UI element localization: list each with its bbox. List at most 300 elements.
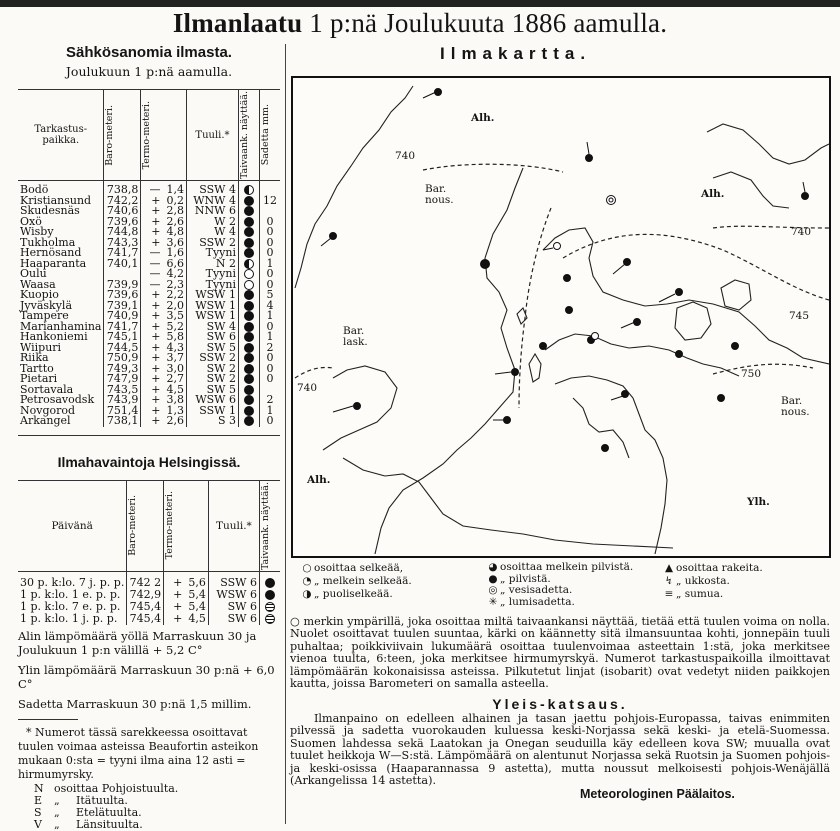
cell-baro: 750,9 [104, 353, 141, 364]
telegram-title: Sähkösanomia ilmasta. [66, 44, 232, 61]
left-column [18, 44, 280, 831]
cell-place: Kuopio [18, 290, 104, 301]
hel-cell-sky [259, 613, 280, 625]
temp-value: 5,6 [188, 575, 206, 589]
direction-key: S [34, 805, 42, 819]
cell-wind: WNW 4 [186, 196, 238, 207]
cell-baro: 740,6 [104, 206, 141, 217]
cell-sky [238, 406, 259, 417]
cell-place: Tartto [18, 364, 104, 375]
helsinki-note-min: Alin lämpömäärä yöllä Marraskuun 30 ja Joulukuun 1 p:n välillä + 5,2 C° [18, 628, 257, 657]
temp-value: 3,6 [166, 235, 184, 249]
temp-value: 2,2 [166, 288, 184, 302]
col-temp: Termo-meteri. [141, 100, 153, 170]
cell-sky [238, 353, 259, 364]
cell-baro: 739,6 [104, 217, 141, 228]
hail-icon: ▲ [664, 562, 674, 574]
temp-sign: — [149, 246, 161, 260]
cell-sky [238, 364, 259, 375]
cell-rain: 0 [266, 246, 274, 260]
temp-value: 5,4 [188, 599, 206, 613]
cell-sky [238, 280, 259, 291]
cell-place: Kristiansund [18, 196, 104, 207]
hel-cell-day: 1 p. k:lo. 1 j. p. p. [18, 613, 127, 625]
isobar-label-740-a: 740 [395, 150, 416, 162]
clear-sky-icon: ○ [302, 562, 312, 574]
temp-sign: — [149, 256, 161, 270]
temp-sign: + [151, 372, 161, 386]
cell-place: Tampere [18, 311, 104, 322]
cell-wind: SW 5 [186, 343, 238, 354]
cell-place: Sortavala [18, 385, 104, 396]
cell-wind: WSW 1 [186, 311, 238, 322]
temp-value: 6,6 [166, 256, 184, 270]
hel-cell-day: 1 p. k:lo. 7 e. p. p. [18, 601, 127, 613]
page-title: Ilmanlaatu 1 p:nä Joulukuuta 1886 aamulla. [172, 8, 668, 38]
cell-sky [238, 248, 259, 259]
overview-title: Yleis-katsaus. [492, 696, 628, 712]
cell-wind: SW 2 [186, 374, 238, 385]
hel-col-day: Päivänä [18, 480, 127, 571]
temp-value: 4,3 [166, 340, 184, 354]
cell-rain: 5 [266, 288, 274, 302]
cell-rain: 12 [262, 193, 277, 207]
overcast-sky-icon [244, 395, 254, 405]
fog-icon: ≡ [664, 588, 674, 600]
cell-place: Petrosavodsk [18, 395, 104, 406]
cell-wind: WSW 1 [186, 290, 238, 301]
ditto-mark: „ [54, 793, 60, 807]
ditto-mark: „ [54, 805, 60, 819]
cell-wind: SW 5 [186, 385, 238, 396]
direction-item [18, 819, 280, 831]
cell-wind: SSW 4 [186, 181, 238, 196]
cell-baro: 739,6 [104, 290, 141, 301]
column-divider [285, 44, 286, 824]
cell-sky [238, 311, 259, 322]
cell-wind: SW 4 [186, 322, 238, 333]
col-place: Tarkastus-paikka. [18, 90, 104, 181]
cell-rain: 0 [266, 267, 274, 281]
cell-baro: 747,9 [104, 374, 141, 385]
cell-place: Jyväskylä [18, 301, 104, 312]
temp-sign: + [173, 599, 183, 613]
cell-baro: 751,4 [104, 406, 141, 417]
cell-rain: 2 [266, 340, 274, 354]
cell-wind: SW 6 [186, 332, 238, 343]
temp-sign: + [151, 193, 161, 207]
observations-table [18, 89, 280, 427]
col-rain: Sadetta mm. [259, 104, 271, 166]
overcast-sky-icon [244, 217, 254, 227]
temp-sign: + [151, 225, 161, 239]
overcast-sky-icon [244, 416, 254, 426]
table-row [18, 571, 280, 589]
cell-rain: 0 [266, 235, 274, 249]
cell-baro: 743,9 [104, 395, 141, 406]
cell-wind: WSW 6 [186, 395, 238, 406]
cell-rain: 4 [266, 298, 274, 312]
cell-baro: 738,1 [104, 416, 141, 427]
overcast-sky-icon [244, 227, 254, 237]
cell-place: Novgorod [18, 406, 104, 417]
cell-baro: 740,1 [104, 259, 141, 270]
overcast-sky-icon [244, 238, 254, 248]
direction-value: osoittaa Pohjoistuulta. [54, 781, 179, 795]
table-row [18, 364, 280, 375]
map-label-ylh: Ylh. [747, 496, 770, 508]
hel-cell-day: 30 p. k:lo. 7 j. p. p. [18, 571, 127, 589]
map-title: Ilmakartta. [440, 44, 592, 63]
cell-place: Oulu [18, 269, 104, 280]
temp-value: 5,2 [166, 319, 184, 333]
cell-wind: W 2 [186, 217, 238, 228]
cell-baro: 749,3 [104, 364, 141, 375]
cell-rain: 1 [266, 330, 274, 344]
cloudy-sky-icon [244, 185, 254, 195]
isobar-label-740-b: 740 [791, 226, 812, 238]
cell-baro: 741,7 [104, 248, 141, 259]
map-label-alh-nw: Alh. [471, 112, 495, 124]
legend-partly-cloudy: „ puoliselkeää. [314, 588, 393, 600]
temp-sign: + [151, 403, 161, 417]
hel-cell-temp [164, 571, 209, 589]
overview-text: Ilmanpaino on edelleen alhainen ja tasan jaettu pohjois-Europassa, taivas enimmiten pilvessä ja sadetta vuorokauden kuluessa keski-Norjassa sekä keski- ja etelä-Suomessa. Suomen lahdessa sekä Laatokan ja Onegan seuduilla käy edelleen kova SW; muualla ovat tuulet heikkoja W—S:stä. Lämpömäärä on alentunut Norjassa sekä Ruotsin ja Suomen pohjois- ja keski-osissa (Haaparannassa 9 astetta), mutta noussut melkoisesti pohjois-Wenäjällä (Arkangelissa 14 astetta). [290, 712, 830, 788]
temp-value: 2,6 [166, 214, 184, 228]
telegram-subtitle: Joulukuun 1 p:nä aamulla. [65, 64, 233, 79]
direction-key: V [34, 817, 42, 831]
beaufort-footnote: * Numerot tässä sarekkeessa osoittavat tuulen voimaa asteissa Beaufortin asteikon mukaan 0:sta = tyyni ilma aina 12 asti = hirmumyrsky. [18, 725, 259, 781]
thunder-icon: ↯ [664, 575, 674, 587]
temp-sign: + [173, 587, 183, 601]
table-row [18, 353, 280, 364]
temp-sign: + [151, 214, 161, 228]
overcast-sky-icon [244, 406, 254, 416]
cell-sky [238, 290, 259, 301]
temp-value: 4,5 [188, 611, 206, 625]
cell-baro: 744,8 [104, 227, 141, 238]
cloudy-sky-icon [244, 259, 254, 269]
station-markers [330, 89, 812, 452]
cell-rain: 0 [266, 225, 274, 239]
cell-baro: 742,2 [104, 196, 141, 207]
cell-sky [238, 301, 259, 312]
overcast-sky-icon [244, 364, 254, 374]
hel-cell-sky [259, 589, 280, 601]
overcast-sky-icon [244, 290, 254, 300]
cell-place: Wiipuri [18, 343, 104, 354]
temp-sign: + [151, 298, 161, 312]
cell-wind: SSW 2 [186, 238, 238, 249]
cell-sky [238, 395, 259, 406]
map-explanation: ○ merkin ympärillä, joka osoittaa miltä taivaankansi näyttää, tietää että tuulen voima on nolla. Nuolet osoittavat tuulen suuntaa, kärki on käännetty sitä ilmansuuntaa kohti, jonnepäin tuuli puhaltaa; poikkiviivain lukumäärä osoittaa tuulenvoimaa asteettain 1:stä, joka merkitsee vienoa tuulta, 6:teen, joka merkitsee hirmumyrskyä. Numerot tarkastuspaikoilla ilmoittavat lämpömäärän kokonaisissa asteissa. Pilkutetut linjat (isobarit) ovat vedetyt niiden paikkojen kautta, joissa Barometeri on samalla asteella. [290, 615, 830, 691]
temp-sign: + [151, 319, 161, 333]
temp-value: 4,2 [166, 267, 184, 281]
temp-value: 1,4 [166, 183, 184, 197]
cell-sky [238, 227, 259, 238]
legend-rain: „ vesisadetta. [500, 584, 573, 596]
temp-sign: + [173, 575, 183, 589]
overcast-sky-icon [244, 322, 254, 332]
legend-mostly-cloudy: osoittaa melkein pilvistä. [500, 561, 634, 573]
helsinki-note-max: Ylin lämpömäärä Marraskuun 30 p:nä + 6,0 C° [18, 662, 275, 691]
temp-sign: + [151, 204, 161, 218]
temp-sign: — [149, 267, 161, 281]
cell-wind: S 3 [186, 416, 238, 427]
overcast-icon: ● [488, 572, 498, 585]
overcast-sky-icon [244, 374, 254, 384]
hel-cell-day: 1 p. k:lo. 1 e. p. p. [18, 589, 127, 601]
top-border [0, 0, 840, 7]
wind-direction-list [18, 783, 280, 831]
signature: Meteorologinen Päälaitos. [580, 787, 735, 801]
temp-sign: + [151, 288, 161, 302]
temp-value: 4,5 [166, 382, 184, 396]
temp-value: 4,8 [166, 225, 184, 239]
hel-cell-baro: 745,4 [127, 601, 164, 613]
rain-icon: ◎ [488, 584, 498, 596]
temp-value: 2,3 [166, 277, 184, 291]
overcast-sky-icon [244, 196, 254, 206]
cell-rain: 2 [266, 393, 274, 407]
cell-rain: 0 [266, 351, 274, 365]
table-row [18, 589, 280, 601]
overcast-sky-icon [265, 590, 275, 600]
cell-place: Riika [18, 353, 104, 364]
cell-sky [238, 332, 259, 343]
cell-place: Waasa [18, 280, 104, 291]
temp-value: 5,8 [166, 330, 184, 344]
fog-sky-icon [265, 602, 275, 612]
coastlines [295, 86, 829, 554]
cell-sky [238, 206, 259, 217]
direction-value: Länsituulta. [76, 817, 143, 831]
cell-rain: 0 [266, 372, 274, 386]
hel-cell-wind: SW 6 [208, 613, 259, 625]
temp-sign: + [151, 330, 161, 344]
cell-sky [238, 181, 259, 196]
temp-value: 3,5 [166, 309, 184, 323]
hel-cell-wind: SW 6 [208, 601, 259, 613]
temp-value: 0,2 [166, 193, 184, 207]
legend-fog: „ sumua. [676, 588, 724, 600]
mostly-clear-icon: ◔ [302, 575, 312, 587]
cell-wind: SSW 2 [186, 353, 238, 364]
cell-place: Arkangel [18, 416, 104, 427]
cell-place: Tukholma [18, 238, 104, 249]
cell-place: Haaparanta [18, 259, 104, 270]
cell-rain: 1 [266, 403, 274, 417]
cell-rain: 1 [266, 256, 274, 270]
temp-value: 3,8 [166, 393, 184, 407]
cell-rain: 0 [266, 361, 274, 375]
cell-sky [238, 269, 259, 280]
temp-sign: + [151, 393, 161, 407]
cell-wind: SSW 1 [186, 406, 238, 417]
col-wind: Tuuli.* [186, 90, 238, 181]
legend-thunder: „ ukkosta. [676, 575, 730, 587]
legend-clear: osoittaa selkeää, [314, 562, 404, 574]
overcast-sky-icon [244, 353, 254, 363]
hel-col-baro: Baro-meteri. [127, 495, 139, 556]
clear-sky-icon [244, 280, 254, 290]
overcast-sky-icon [244, 206, 254, 216]
helsinki-note-rain: Sadetta Marraskuun 30 p:nä 1,5 millim. [18, 696, 252, 711]
helsinki-body [18, 571, 280, 625]
direction-value: Itätuulta. [76, 793, 128, 807]
cell-rain: 0 [266, 214, 274, 228]
cell-sky [238, 196, 259, 207]
cell-wind: Tyyni [186, 280, 238, 291]
temp-sign: + [151, 340, 161, 354]
col-baro: Baro-meteri. [104, 104, 116, 166]
table-row [18, 601, 280, 613]
map-label-bar-lask: Bar. lask. [343, 325, 368, 348]
partly-cloudy-icon: ◑ [302, 588, 312, 600]
temp-value: 1,6 [166, 246, 184, 260]
cell-sky [238, 259, 259, 270]
temp-sign: + [151, 351, 161, 365]
hel-col-temp: Termo-meteri. [164, 491, 176, 560]
col-sky: Taivaank. näyttää. [238, 91, 250, 180]
hel-cell-baro: 745,4 [127, 613, 164, 625]
overcast-sky-icon [244, 385, 254, 395]
hel-col-wind: Tuuli.* [208, 480, 259, 571]
temp-value: 5,4 [188, 587, 206, 601]
cell-place: Hankoniemi [18, 332, 104, 343]
cell-sky [238, 217, 259, 228]
temp-sign: + [151, 382, 161, 396]
direction-value: Etelätuulta. [76, 805, 142, 819]
cell-baro: 738,8 [104, 181, 141, 196]
temp-sign: + [151, 309, 161, 323]
cell-place: Pietari [18, 374, 104, 385]
fog-sky-icon [265, 614, 275, 624]
legend-mostly-clear: „ melkein selkeää. [314, 575, 412, 587]
cell-sky [238, 238, 259, 249]
temp-value: 2,0 [166, 298, 184, 312]
wind-arrows [321, 92, 805, 420]
cell-sky [238, 385, 259, 396]
cell-sky [238, 374, 259, 385]
cell-wind: N 2 [186, 259, 238, 270]
overcast-sky-icon [244, 248, 254, 258]
overcast-sky-icon [244, 311, 254, 321]
cell-wind: Tyyni [186, 248, 238, 259]
legend-hail: osoittaa rakeita. [676, 562, 763, 574]
hel-col-sky: Taivaank. näyttää. [259, 481, 271, 570]
temp-sign: + [173, 611, 183, 625]
temp-sign: — [149, 183, 161, 197]
table-row [18, 217, 280, 228]
cell-place: Wisby [18, 227, 104, 238]
map-label-bar-nous-c: Bar. nous. [425, 183, 454, 206]
hel-cell-baro: 742,9 [127, 589, 164, 601]
weather-map [291, 76, 831, 558]
table-row [18, 343, 280, 354]
hel-cell-temp [164, 613, 209, 625]
cell-wind: WSW 1 [186, 301, 238, 312]
hel-cell-baro: 742 2 [127, 571, 164, 589]
cell-wind: SW 2 [186, 364, 238, 375]
cell-baro: 739,9 [104, 280, 141, 291]
cell-temp [141, 416, 187, 427]
cell-sky [238, 322, 259, 333]
cell-baro: 739,1 [104, 301, 141, 312]
hel-cell-sky [259, 571, 280, 589]
direction-item [18, 807, 280, 819]
temp-value: 2,7 [166, 372, 184, 386]
cell-baro: 743,5 [104, 385, 141, 396]
table-row [18, 613, 280, 625]
temp-sign: + [151, 414, 161, 428]
cell-wind: Tyyni [186, 269, 238, 280]
snow-icon: ✳ [488, 595, 498, 608]
cell-wind: W 4 [186, 227, 238, 238]
helsinki-table [18, 480, 280, 625]
hel-cell-wind: SSW 6 [208, 571, 259, 589]
direction-key: E [34, 793, 43, 807]
cell-sky [238, 416, 259, 427]
legend-overcast: „ pilvistä. [500, 572, 551, 585]
helsinki-title: Ilmahavaintoja Helsingissä. [57, 453, 241, 470]
isobar-label-745: 745 [789, 310, 810, 322]
direction-item [18, 795, 280, 807]
cell-place: Hernösand [18, 248, 104, 259]
cell-sky [238, 343, 259, 354]
direction-key: N [34, 781, 44, 795]
direction-item [18, 783, 280, 795]
temp-value: 3,0 [166, 361, 184, 375]
ditto-mark: „ [54, 817, 60, 831]
isobar-label-740-c: 740 [297, 382, 318, 394]
hel-cell-wind: WSW 6 [208, 589, 259, 601]
temp-value: 2,6 [166, 414, 184, 428]
overcast-sky-icon [244, 343, 254, 353]
temp-value: 1,3 [166, 403, 184, 417]
temp-sign: + [151, 361, 161, 375]
table-row [18, 206, 280, 217]
map-label-bar-nous-se: Bar. nous. [781, 395, 810, 418]
cell-rain: 0 [266, 277, 274, 291]
isobar-label-750: 750 [741, 368, 762, 380]
temp-value: 2,8 [166, 204, 184, 218]
map-label-alh-sw: Alh. [307, 474, 331, 486]
temp-value: 3,7 [166, 351, 184, 365]
cell-place: Bodö [18, 181, 104, 196]
cell-place: Oxö [18, 217, 104, 228]
cell-place: Marianhamina [18, 322, 104, 333]
hel-cell-sky [259, 601, 280, 613]
cell-baro: 743,3 [104, 238, 141, 249]
mostly-cloudy-icon: ◕ [488, 561, 498, 573]
observations-body [18, 181, 280, 427]
temp-sign: — [149, 277, 161, 291]
legend-snow: „ lumisadetta. [500, 595, 575, 608]
cell-place: Skudesnäs [18, 206, 104, 217]
cell-rain: 1 [266, 309, 274, 323]
map-drawing [293, 78, 829, 556]
cell-rain: 0 [266, 319, 274, 333]
cell-rain: 0 [266, 414, 274, 428]
clear-sky-icon [244, 269, 254, 279]
cell-baro: 745,1 [104, 332, 141, 343]
cell-baro: 740,9 [104, 311, 141, 322]
cell-baro: 744,5 [104, 343, 141, 354]
overcast-sky-icon [244, 301, 254, 311]
overcast-sky-icon [265, 578, 275, 588]
overcast-sky-icon [244, 332, 254, 342]
